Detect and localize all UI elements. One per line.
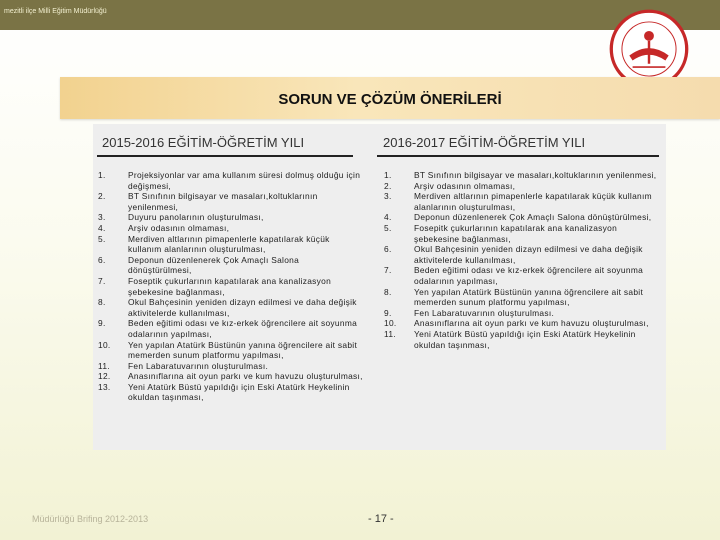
list-item-text: Anasınıflarına ait oyun parkı ve kum havuzu oluşturulması, [128, 371, 363, 382]
left-heading-rule [97, 155, 353, 157]
list-item [384, 287, 659, 308]
right-column-heading: 2016-2017 EĞİTİM-ÖĞRETİM YILI [383, 135, 586, 150]
list-item [98, 361, 363, 372]
list-item [98, 340, 363, 361]
list-item [384, 181, 659, 192]
list-item-text: Projeksiyonlar var ama kullanım süresi dolmuş olduğu için değişmesi, [128, 170, 361, 191]
list-item-number: 9. [98, 318, 106, 329]
list-item-number: 9. [384, 307, 392, 318]
header-text: mezitli ilçe Milli Eğitim Müdürlüğü [4, 8, 107, 15]
list-item-text: Arşiv odasının olmaması, [128, 222, 230, 233]
right-problem-list [384, 170, 659, 350]
title-band [60, 77, 720, 119]
list-item-text: Duyuru panolarının oluşturulması, [128, 212, 264, 223]
list-item [98, 170, 363, 191]
list-item-text: Yen yapılan Atatürk Büstünün yanına öğrencilere ait sabit memerden sunum platformu yapılması, [128, 339, 358, 361]
list-item [98, 191, 363, 212]
list-item-number: 4. [98, 222, 106, 233]
right-heading-rule [377, 155, 659, 157]
list-item-number: 3. [98, 212, 106, 223]
list-item-text: Yeni Atatürk Büstü yapıldığı için Eski Atatürk Heykelinin okuldan taşınması, [128, 381, 350, 403]
list-item-text: Fosepitk çukurlarının kapatılarak ana kanalizasyon şebekesine bağlanması, [414, 222, 618, 244]
list-item-number: 6. [98, 254, 106, 265]
list-item [384, 329, 659, 350]
list-item-number: 11. [98, 360, 110, 371]
list-item-number: 10. [384, 318, 397, 329]
footer-caption: Müdürlüğü Brifing 2012-2013 [32, 514, 149, 524]
list-item [384, 318, 659, 329]
list-item-number: 13. [98, 381, 111, 392]
list-item [384, 170, 659, 181]
list-item-text: BT Sınıfının bilgisayar ve masaları,koltuklarının yenilenmesi, [128, 191, 318, 212]
list-item [98, 255, 363, 276]
list-item-number: 5. [384, 222, 392, 233]
list-item-text: Beden eğitimi odası ve kız-erkek öğrencilere ait soyunma odalarının yapılması, [414, 265, 644, 286]
list-item [98, 223, 363, 234]
list-item-number: 8. [384, 286, 392, 297]
list-item-text: Merdiven altlarının pimapenlerle kapatılarak küçük kullanım alanlarının oluşturulması, [128, 233, 330, 255]
list-item [384, 244, 659, 265]
list-item [384, 223, 659, 244]
list-item-number: 12. [98, 371, 111, 382]
page-number: - 17 - [368, 513, 394, 525]
list-item-number: 2. [98, 191, 106, 202]
list-item-text: Fen Labaratuvarının oluşturulması. [414, 307, 555, 318]
list-item-number: 1. [384, 170, 392, 180]
list-item [98, 234, 363, 255]
list-item-number: 4. [384, 212, 392, 223]
list-item-text: Okul Bahçesinin yeniden dizayn edilmesi ve daha değişik aktivitelerde kullanılması, [128, 297, 357, 318]
list-item-number: 10. [98, 339, 111, 350]
list-item-text: BT Sınıfının bilgisayar ve masaları,koltuklarının yenilenmesi, [414, 170, 657, 180]
list-item [98, 318, 363, 339]
list-item-number: 8. [98, 297, 106, 308]
list-item-text: Merdiven altlarının pimapenlerle kapatılarak küçük kullanım alanlarının oluşturulması, [414, 191, 652, 212]
list-item [98, 212, 363, 223]
list-item [384, 191, 659, 212]
list-item-text: Yeni Atatürk Büstü yapıldığı için Eski Atatürk Heykelinin okuldan taşınması, [414, 328, 636, 350]
list-item-number: 7. [98, 275, 106, 286]
list-item [98, 371, 363, 382]
left-problem-list [98, 170, 363, 403]
list-item-number: 1. [98, 170, 106, 180]
list-item-text: Deponun düzenlenerek Çok Amaçlı Salona dönüştürülmesi, [414, 212, 652, 223]
page-title: SORUN VE ÇÖZÜM ÖNERİLERİ [278, 91, 502, 108]
list-item [98, 382, 363, 403]
left-column-heading: 2015-2016 EĞİTİM-ÖĞRETİM YILI [102, 135, 305, 150]
list-item-text: Anasınıflarına ait oyun parkı ve kum havuzu oluşturulması, [414, 318, 649, 329]
list-item-number: 2. [384, 180, 392, 191]
list-item-text: Beden eğitimi odası ve kız-erkek öğrencilere ait soyunma odalarının yapılması, [128, 318, 358, 339]
list-item-text: Foseptik çukurlarının kapatılarak ana kanalizasyon şebekesine bağlanması, [128, 275, 332, 297]
list-item-text: Yen yapılan Atatürk Büstünün yanına öğrencilere ait sabit memerden sunum platformu yapılması, [414, 286, 644, 308]
list-item-text: Arşiv odasının olmaması, [414, 180, 516, 191]
list-item-text: Okul Bahçesinin yeniden dizayn edilmesi ve daha değişik aktivitelerde kullanılması, [414, 244, 643, 265]
list-item-number: 6. [384, 244, 392, 255]
list-item-number: 3. [384, 191, 392, 202]
list-item-number: 7. [384, 265, 392, 276]
list-item-text: Deponun düzenlenerek Çok Amaçlı Salona dönüştürülmesi, [128, 254, 300, 276]
list-item-number: 5. [98, 233, 106, 244]
list-item [384, 212, 659, 223]
list-item [384, 265, 659, 286]
list-item [384, 308, 659, 319]
list-item [98, 297, 363, 318]
list-item [98, 276, 363, 297]
list-item-number: 11. [384, 328, 396, 339]
list-item-text: Fen Labaratuvarının oluşturulması. [128, 360, 269, 371]
